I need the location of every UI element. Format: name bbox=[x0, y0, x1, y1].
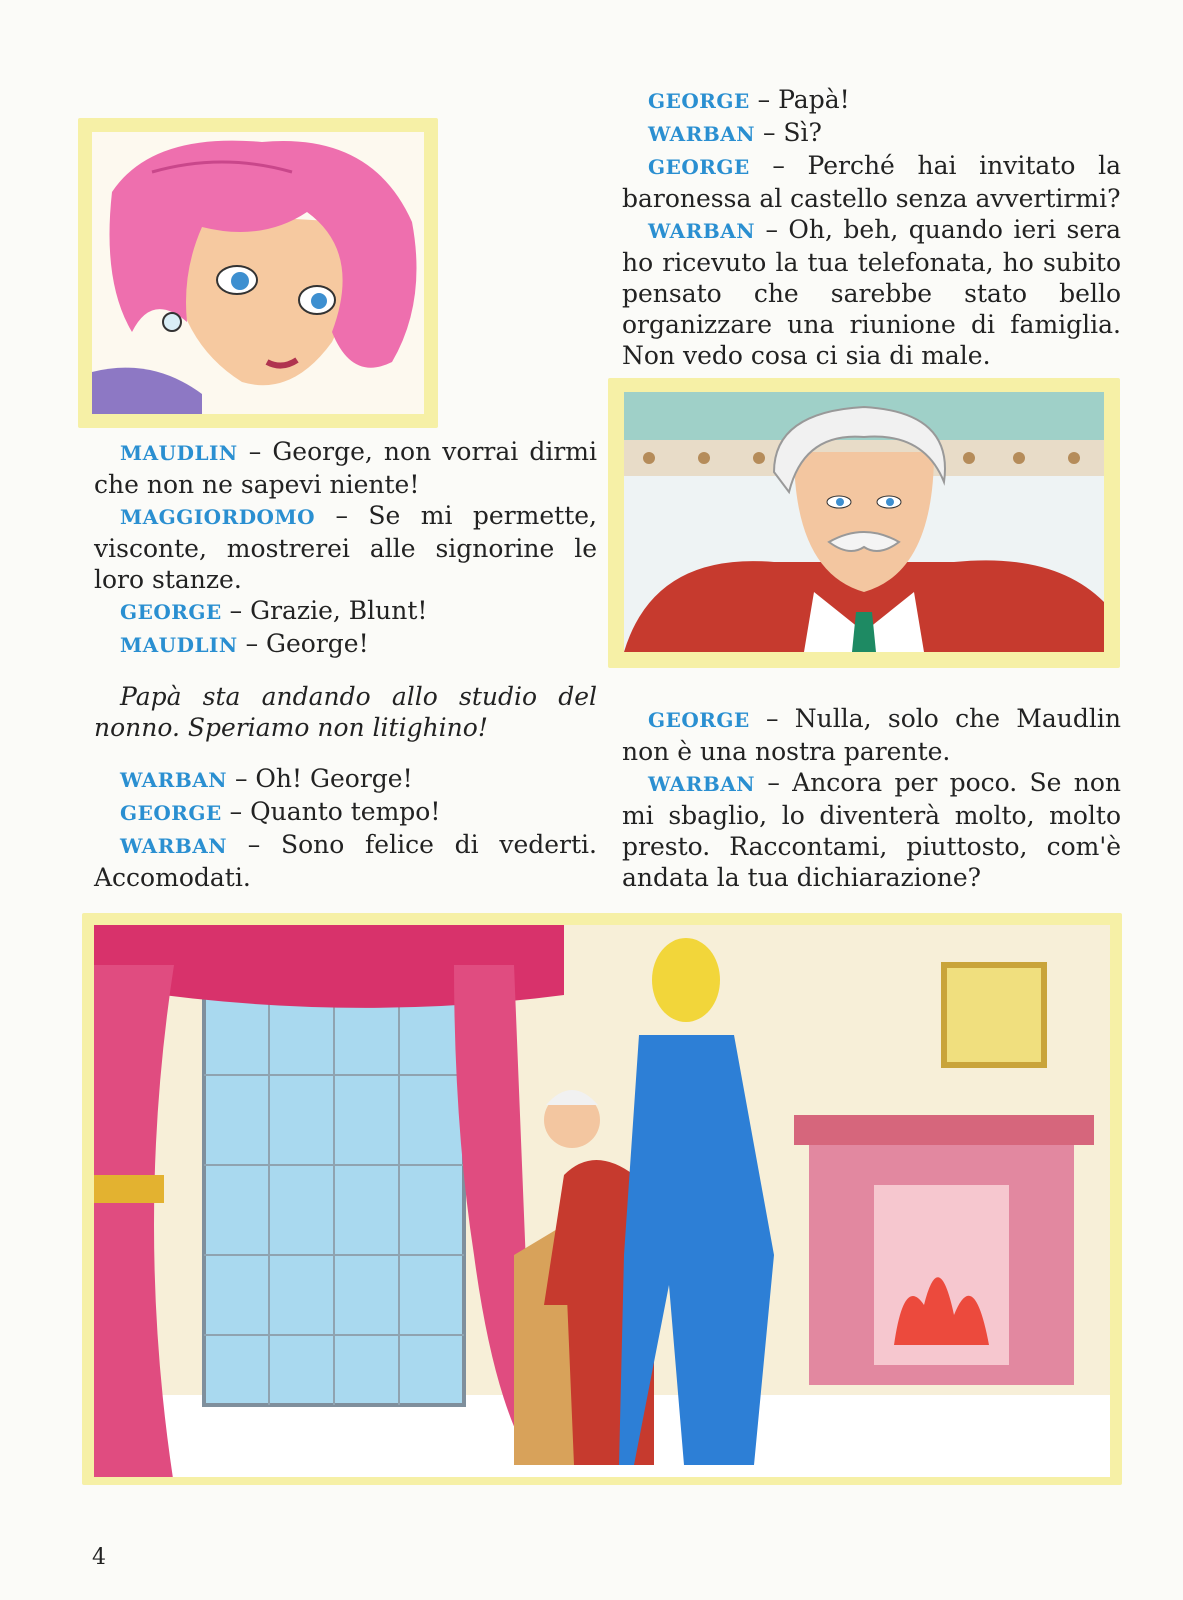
speaker-name: WARBAN bbox=[648, 772, 756, 796]
warban-portrait-illustration bbox=[624, 392, 1104, 652]
narration-text: Papà sta andando allo studio del nonno. Speriamo non litighino! bbox=[94, 682, 597, 742]
right-text-column-top bbox=[622, 84, 1121, 371]
dialogue-text: – Quanto tempo! bbox=[229, 797, 441, 826]
dialogue-text: – Nulla, solo che Maudlin non è una nostra parente. bbox=[622, 704, 1121, 766]
dialogue-text: – Oh! George! bbox=[234, 764, 413, 793]
dialogue-text: – Sì? bbox=[762, 118, 822, 147]
dialogue-text: – George! bbox=[245, 629, 369, 658]
dialogue-line bbox=[622, 84, 1121, 117]
dialogue-text: – George, non vorrai dirmi che non ne sapevi niente! bbox=[94, 437, 597, 499]
dialogue-line bbox=[94, 500, 597, 595]
dialogue-line bbox=[94, 763, 597, 796]
speaker-name: GEORGE bbox=[648, 89, 750, 113]
speaker-name: WARBAN bbox=[120, 768, 228, 792]
dialogue-line bbox=[94, 829, 597, 893]
speaker-name: MAUDLIN bbox=[120, 633, 238, 657]
speaker-name: WARBAN bbox=[648, 122, 756, 146]
dialogue-line bbox=[622, 150, 1121, 214]
speaker-name: GEORGE bbox=[120, 801, 222, 825]
dialogue-line bbox=[622, 703, 1121, 767]
dialogue-text: – Oh, beh, quando ieri sera ho ricevuto la tua telefonata, ho subito pensato che sarebbe stato bello organizzare una riunione di famiglia. Non vedo cosa ci sia di male. bbox=[622, 215, 1121, 370]
speaker-name: GEORGE bbox=[120, 600, 222, 624]
right-text-column-bottom bbox=[622, 703, 1121, 893]
study-scene-frame bbox=[82, 913, 1122, 1485]
speaker-name: MAGGIORDOMO bbox=[120, 505, 316, 529]
maudlin-portrait-illustration bbox=[92, 132, 424, 414]
dialogue-line bbox=[622, 117, 1121, 150]
page-number: 4 bbox=[92, 1545, 106, 1570]
dialogue-text: – Ancora per poco. Se non mi sbaglio, lo diventerà molto, molto presto. Raccontami, piuttosto, com'è andata la tua dichiarazione? bbox=[622, 768, 1121, 892]
dialogue-line bbox=[94, 796, 597, 829]
speaker-name: GEORGE bbox=[648, 708, 750, 732]
dialogue-text: – Sono felice di vederti. Accomodati. bbox=[94, 830, 597, 892]
warban-portrait-frame bbox=[608, 378, 1120, 668]
speaker-name: MAUDLIN bbox=[120, 441, 238, 465]
dialogue-text: – Se mi permette, visconte, mostrerei alle signorine le loro stanze. bbox=[94, 501, 597, 594]
dialogue-line bbox=[622, 214, 1121, 371]
study-scene-illustration bbox=[94, 925, 1110, 1477]
dialogue-line bbox=[622, 767, 1121, 893]
maudlin-portrait-frame bbox=[78, 118, 438, 428]
dialogue-text: – Perché hai invitato la baronessa al castello senza avvertirmi? bbox=[622, 151, 1121, 213]
dialogue-line bbox=[94, 595, 597, 628]
dialogue-line bbox=[94, 436, 597, 500]
dialogue-text: – Grazie, Blunt! bbox=[229, 596, 428, 625]
speaker-name: WARBAN bbox=[648, 219, 756, 243]
left-text-column bbox=[94, 436, 597, 893]
speaker-name: WARBAN bbox=[120, 834, 228, 858]
dialogue-line bbox=[94, 628, 597, 661]
dialogue-text: – Papà! bbox=[757, 85, 850, 114]
speaker-name: GEORGE bbox=[648, 155, 750, 179]
